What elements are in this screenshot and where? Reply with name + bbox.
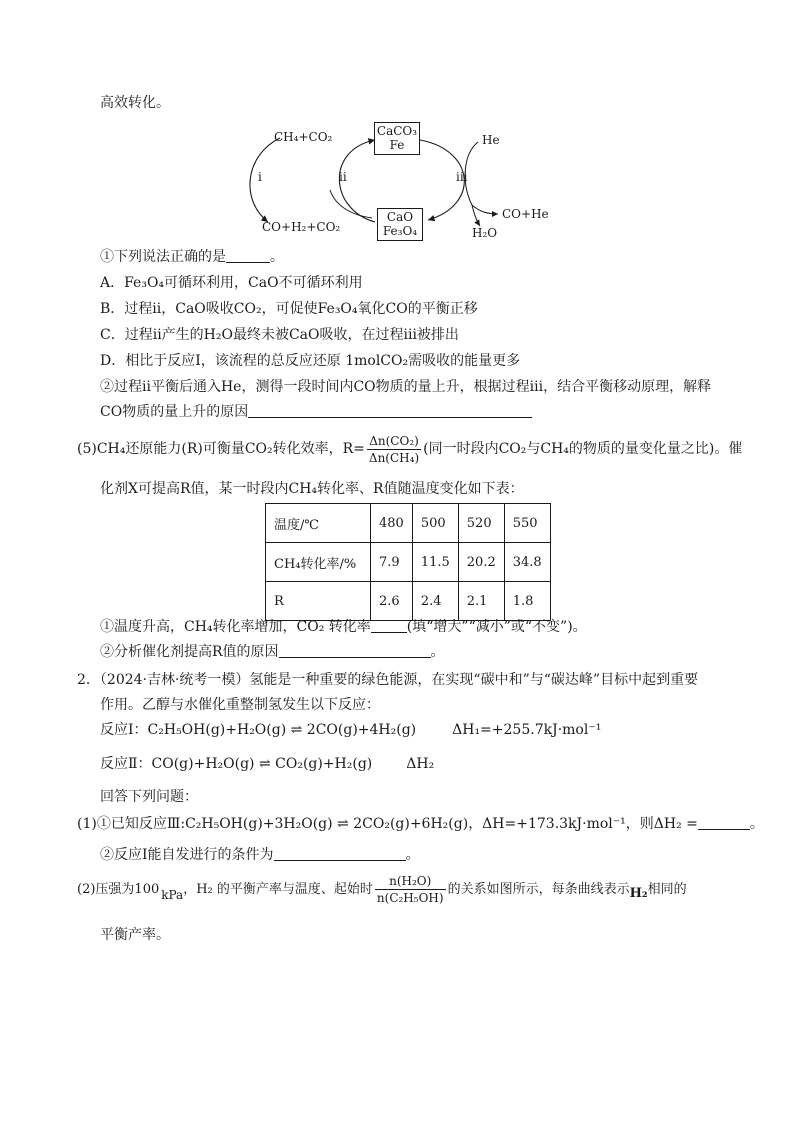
label-step-iii: iii — [456, 170, 468, 184]
answer-prompt: 回答下列问题： — [100, 789, 198, 805]
reaction-3-enthalpy: ，ΔH=+173.3kJ·mol⁻¹，则ΔH₂ = — [468, 816, 698, 832]
answer-blank-5-2[interactable] — [279, 643, 431, 658]
table-cell: 550 — [504, 504, 550, 543]
reaction-1-enthalpy: ΔH₁=+255.7kJ·mol⁻¹ — [452, 722, 602, 738]
table-cell: 2.4 — [412, 582, 458, 621]
reaction-1 — [100, 721, 601, 739]
label-ch4-co2: CH₄+CO₂ — [274, 130, 333, 144]
reaction-2-enthalpy: ΔH₂ — [406, 756, 435, 772]
answer-blank-2-1[interactable] — [698, 815, 750, 830]
label-co-h2-co2: CO+H₂+CO₂ — [262, 220, 341, 234]
option-a: A．Fe₃O₄可循环利用，CaO不可循环利用 — [100, 275, 363, 291]
table-row — [266, 582, 551, 621]
option-b: B．过程ii，CaO吸收CO₂，可促使Fe₃O₄氧化CO的平衡正移 — [100, 301, 478, 317]
question-5-1 — [100, 618, 587, 636]
ratio-fraction — [375, 873, 446, 906]
question-2-1 — [77, 815, 764, 833]
box-caco3-fe — [374, 122, 420, 155]
table-cell: 500 — [412, 504, 458, 543]
table-cell: 11.5 — [412, 543, 458, 582]
question-5-2-suffix: 。 — [430, 644, 445, 660]
question-5-suffix: (同一时段内CO₂与CH₄的物质的量变化量之比)。催 — [423, 441, 743, 457]
question-5-line1 — [77, 432, 742, 466]
table-cell: 2.6 — [371, 582, 413, 621]
ratio-denominator: n(C₂H₅OH) — [376, 891, 444, 905]
r-fraction-numerator: Δn(CO₂) — [367, 433, 421, 450]
question-5-1-text: ①温度升高，CH₄转化率增加，CO₂ 转化率 — [100, 619, 371, 635]
label-he: He — [482, 133, 500, 147]
table-cell: 7.9 — [371, 543, 413, 582]
intro-tail: 高效转化。 — [100, 95, 170, 111]
question-1-2-line2 — [100, 403, 532, 421]
option-c: C．过程ii产生的H₂O最终未被CaO吸收，在过程iii被排出 — [100, 327, 459, 343]
label-co-he: CO+He — [502, 207, 549, 221]
option-d: D．相比于反应Ⅰ，该流程的总反应还原 1molCO₂需吸收的能量更多 — [100, 353, 521, 369]
question-2-2-tail: 相同的 — [647, 882, 687, 897]
label-step-i: i — [258, 170, 262, 184]
r-fraction-denominator: Δn(CH₄) — [368, 450, 420, 465]
reaction-3-equation: C₂H₅OH(g)+3H₂O(g) ⇌ 2CO₂(g)+6H₂(g) — [185, 816, 469, 832]
table-cell: 1.8 — [504, 582, 550, 621]
box-bottom-line1: CaO — [386, 210, 414, 224]
question-5-text: (5)CH₄还原能力(R)可衡量CO₂转化效率，R= — [77, 441, 365, 457]
question-2-1-2 — [100, 846, 420, 864]
box-top-line1: CaCO₃ — [376, 124, 418, 138]
reaction-2 — [100, 755, 434, 773]
pressure-unit: kPa — [161, 888, 184, 902]
question-1-2-line1: ②过程ii平衡后通入He，测得一段时间内CO物质的量上升，根据过程iii，结合平衡移动原理，解释 — [100, 379, 712, 395]
answer-blank-1-2[interactable] — [248, 403, 532, 418]
question-5-2 — [100, 643, 445, 661]
reaction-2-equation: CO(g)+H₂O(g) ⇌ CO₂(g)+H₂(g) — [151, 756, 373, 772]
arrow-co-he-out — [472, 205, 498, 214]
table-row-label: CH₄转化率/% — [266, 543, 371, 582]
question-1-1-suffix: 。 — [270, 249, 284, 265]
question-1-2-text: CO物质的量上升的原因 — [100, 404, 249, 420]
table-row — [266, 543, 551, 582]
label-step-ii: ii — [339, 170, 347, 184]
pressure-value: 100 — [134, 882, 160, 897]
box-bottom-line2: Fe₃O₄ — [382, 224, 418, 238]
question-2-1-2-suffix: 。 — [405, 847, 420, 863]
table-cell: 480 — [371, 504, 413, 543]
box-cao-fe3o4 — [377, 208, 423, 241]
table-row — [266, 504, 551, 543]
table-row-label: R — [266, 582, 371, 621]
ratio-numerator: n(H₂O) — [375, 873, 446, 890]
label-h2o: H₂O — [472, 226, 498, 240]
reaction-1-equation: C₂H₅OH(g)+H₂O(g) ⇌ 2CO(g)+4H₂(g) — [147, 722, 417, 738]
question-2-1-label: (1)①已知反应Ⅲ: — [77, 816, 186, 832]
answer-blank-2-1-2[interactable] — [274, 846, 406, 861]
table-header-temp: 温度/℃ — [266, 504, 371, 543]
answer-blank-1-1[interactable] — [226, 248, 270, 263]
box-top-line2: Fe — [389, 138, 405, 152]
answer-blank-5-1[interactable] — [371, 618, 407, 633]
problem-2-line2: 作用。乙醇与水催化重整制氢发生以下反应： — [100, 697, 380, 713]
data-table — [265, 503, 551, 621]
question-2-2-text: (2)压强为 — [77, 882, 135, 897]
table-cell: 2.1 — [458, 582, 504, 621]
question-2-2-line1 — [77, 873, 687, 912]
question-2-1-suffix: 。 — [749, 816, 764, 832]
question-5-2-text: ②分析催化剂提高R值的原因 — [100, 644, 279, 660]
h2-symbol: H₂ — [629, 886, 648, 901]
table-cell: 520 — [458, 504, 504, 543]
table-cell: 34.8 — [504, 543, 550, 582]
r-fraction — [367, 433, 421, 466]
question-5-1-suffix: (填“增大”“减小”或“不变”)。 — [406, 619, 587, 635]
question-5-line2: 化剂X可提高R值，某一时段内CH₄转化率、R值随温度变化如下表： — [100, 481, 524, 497]
question-2-2-mid: ，H₂ 的平衡产率与温度、起始时 — [183, 882, 373, 897]
arrow-step-i — [250, 138, 280, 222]
reaction-1-label: 反应Ⅰ： — [100, 722, 148, 738]
reaction-2-label: 反应Ⅱ： — [100, 756, 152, 772]
question-1-1-text: ①下列说法正确的是 — [100, 249, 226, 265]
question-2-2-line2: 平衡产率。 — [100, 927, 170, 943]
question-1-1 — [100, 248, 284, 266]
problem-2-line1: 2．（2024·吉林·统考一模）氢能是一种重要的绿色能源，在实现“碳中和”与“碳达峰”目标中起到重要 — [77, 672, 699, 688]
question-2-2-mid2: 的关系如图所示，每条曲线表示 — [447, 882, 630, 897]
table-cell: 20.2 — [458, 543, 504, 582]
arrow-step-ii-branch — [330, 190, 372, 218]
question-2-1-2-text: ②反应Ⅰ能自发进行的条件为 — [100, 847, 274, 863]
